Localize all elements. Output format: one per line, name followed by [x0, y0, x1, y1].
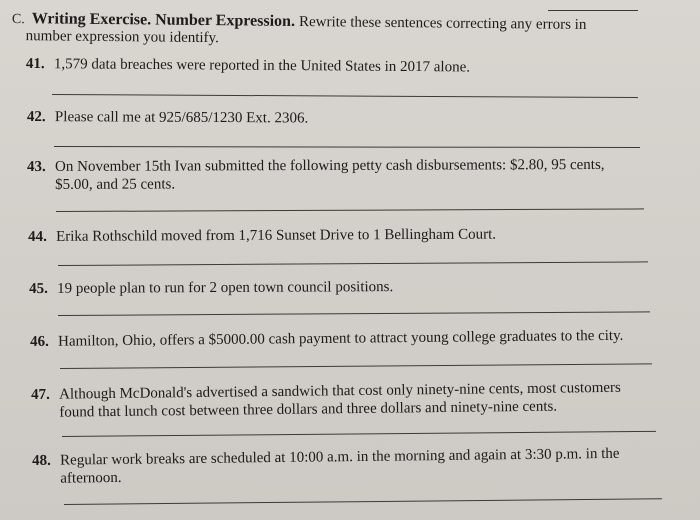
- exercise-sentence-cont: $5.00, and 25 cents.: [55, 176, 176, 193]
- exercise-number: 42.: [26, 108, 46, 126]
- top-answer-rule: [548, 10, 638, 11]
- answer-line-47[interactable]: [62, 431, 656, 437]
- section-letter: C.: [11, 11, 25, 28]
- exercise-number: 46.: [30, 333, 49, 350]
- exercise-41: [26, 55, 470, 76]
- answer-line-42[interactable]: [54, 146, 640, 148]
- exercise-sentence: Please call me at 925/685/1230 Ext. 2306.: [54, 109, 309, 127]
- exercise-sentence: 19 people plan to run for 2 open town council positions.: [57, 279, 394, 297]
- exercise-sentence-cont: found that lunch cost between three dollars and three dollars and ninety-nine cents.: [59, 398, 558, 421]
- exercise-44: [28, 226, 496, 246]
- exercise-48: [32, 445, 620, 488]
- exercise-number: 41.: [25, 55, 45, 73]
- answer-line-45[interactable]: [58, 311, 650, 316]
- exercise-number: 48.: [32, 452, 51, 469]
- answer-line-44[interactable]: [58, 261, 648, 266]
- exercise-number: 47.: [31, 386, 50, 403]
- exercise-sentence: Although McDonald's advertised a sandwich that cost only ninety-nine cents, most customers: [59, 379, 621, 403]
- section-header: [12, 10, 612, 51]
- exercise-43: [27, 156, 605, 194]
- exercise-45: [29, 278, 393, 298]
- exercise-sentence: Regular work breaks are scheduled at 10:00 a.m. in the morning and again at 3:30 p.m. in the: [60, 445, 620, 469]
- exercise-42: [27, 108, 308, 127]
- exercise-number: 44.: [28, 228, 47, 245]
- exercise-47: [31, 379, 621, 422]
- answer-line-46[interactable]: [60, 363, 652, 369]
- section-title: Writing Exercise. Number Expression.: [31, 10, 296, 30]
- exercise-46: [30, 327, 623, 351]
- answer-line-43[interactable]: [56, 208, 644, 212]
- section-instructions-cont: number expression you identify.: [25, 28, 219, 47]
- section-instructions: Rewrite these sentences correcting any errors in: [298, 14, 587, 34]
- answer-line-48[interactable]: [64, 498, 662, 505]
- exercise-sentence: Erika Rothschild moved from 1,716 Sunset Drive to 1 Bellingham Court.: [56, 226, 497, 245]
- exercise-sentence: 1,579 data breaches were reported in the United States in 2017 alone.: [53, 56, 471, 76]
- exercise-sentence: Hamilton, Ohio, offers a $5000.00 cash payment to attract young college graduates to the city.: [58, 327, 624, 350]
- exercise-sentence-cont: afternoon.: [60, 469, 122, 487]
- answer-line-41[interactable]: [52, 94, 638, 98]
- exercise-number: 43.: [27, 158, 46, 175]
- exercise-number: 45.: [29, 280, 48, 297]
- exercise-sentence: On November 15th Ivan submitted the following petty cash disbursements: $2.80, 95 cents,: [55, 156, 605, 175]
